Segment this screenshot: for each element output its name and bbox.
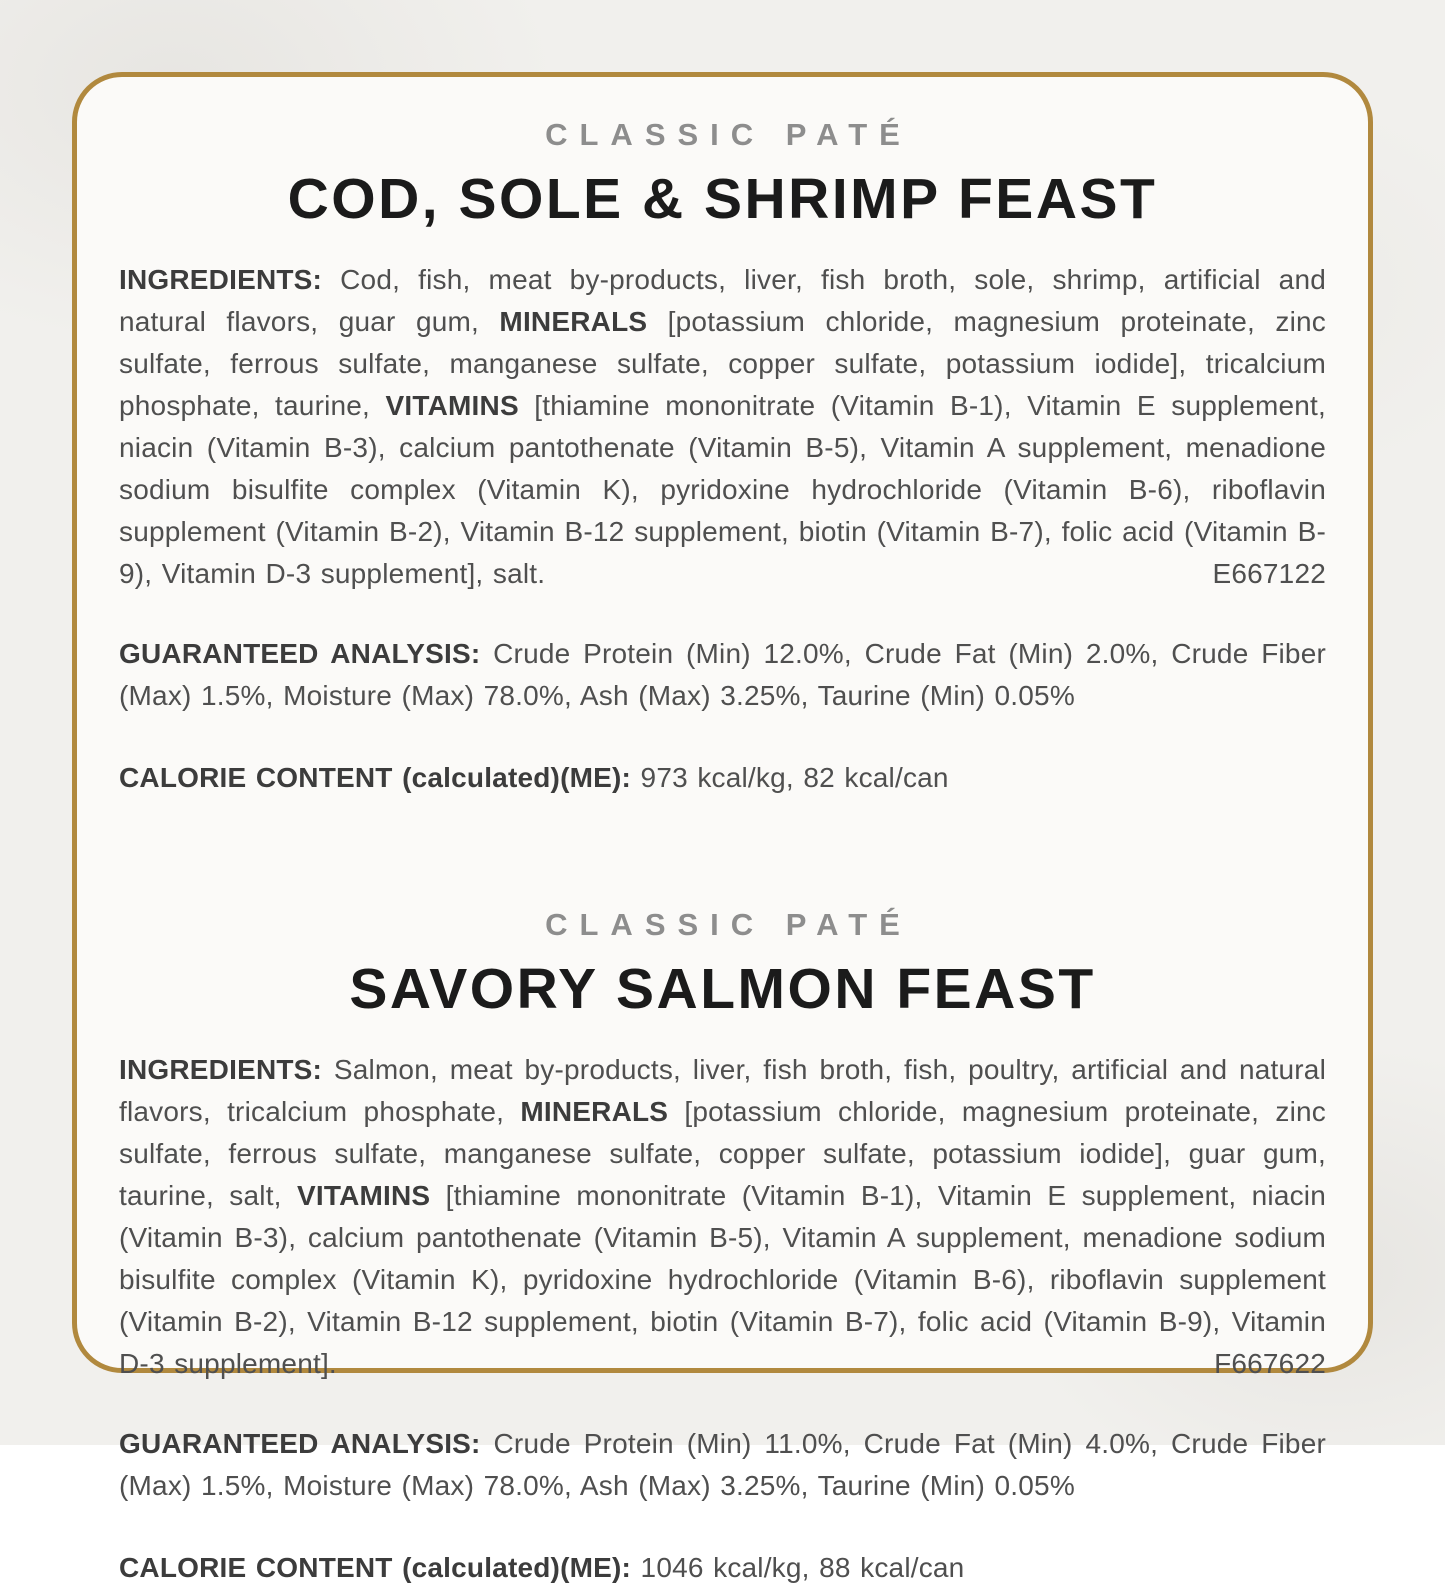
guaranteed-analysis-paragraph: GUARANTEED ANALYSIS: Crude Protein (Min) 12.0%, Crude Fat (Min) 2.0%, Crude Fiber (Max) 1.5%, Moisture (Max) 78.0%, Ash (Max) 3.25%, Taurine (Min) 0.05% — [119, 638, 1326, 711]
guaranteed-analysis-paragraph: GUARANTEED ANALYSIS: Crude Protein (Min) 11.0%, Crude Fat (Min) 4.0%, Crude Fiber (Max) 1.5%, Moisture (Max) 78.0%, Ash (Max) 3.25%, Taurine (Min) 0.05% — [119, 1428, 1326, 1501]
product-code: F667622 — [1214, 1348, 1326, 1379]
product-code: E667122 — [1212, 558, 1326, 589]
calorie-content-paragraph: CALORIE CONTENT (calculated)(ME): 1046 kcal/kg, 88 kcal/can — [119, 1552, 965, 1583]
product-title: COD, SOLE & SHRIMP FEAST — [287, 167, 1158, 231]
product-line-name: CLASSIC PATÉ — [545, 117, 912, 152]
calorie-content-paragraph: CALORIE CONTENT (calculated)(ME): 973 kcal/kg, 82 kcal/can — [119, 762, 949, 793]
product-section-cod-sole-shrimp — [119, 115, 1326, 799]
ingredients-paragraph — [119, 1049, 1326, 1385]
label-panel — [72, 72, 1373, 1583]
product-line-name: CLASSIC PATÉ — [545, 907, 912, 942]
ingredients-paragraph — [119, 259, 1326, 595]
ingredients-text: INGREDIENTS: Salmon, meat by-products, liver, fish broth, fish, poultry, artificial and natural flavors, tricalcium phosphate, MINERALS [potassium chloride, magnesium proteinate, zinc sulfate, ferrous sulfate, manganese sulfate, copper sulfate, potassium iodide], guar gum, taurine, salt, VITAMINS [thiamine mononitrate (Vitamin B-1), Vitamin E supplement, niacin (Vitamin B-3), calcium pantothenate (Vitamin B-5), Vitamin A supplement, menadione sodium bisulfite complex (Vitamin K), pyridoxine hydrochloride (Vitamin B-6), riboflavin supplement (Vitamin B-2), Vitamin B-12 supplement, biotin (Vitamin B-7), folic acid (Vitamin B-9), Vitamin D-3 supplement]. — [119, 1054, 1326, 1379]
product-section-savory-salmon — [119, 905, 1326, 1589]
ingredients-text: INGREDIENTS: Cod, fish, meat by-products, liver, fish broth, sole, shrimp, artificial and natural flavors, guar gum, MINERALS [potassium chloride, magnesium proteinate, zinc sulfate, ferrous sulfate, manganese sulfate, copper sulfate, potassium iodide], tricalcium phosphate, taurine, VITAMINS [thiamine mononitrate (Vitamin B-1), Vitamin E supplement, niacin (Vitamin B-3), calcium pantothenate (Vitamin B-5), Vitamin A supplement, menadione sodium bisulfite complex (Vitamin K), pyridoxine hydrochloride (Vitamin B-6), riboflavin supplement (Vitamin B-2), Vitamin B-12 supplement, biotin (Vitamin B-7), folic acid (Vitamin B-9), Vitamin D-3 supplement], salt. — [119, 264, 1326, 589]
product-title: SAVORY SALMON FEAST — [349, 957, 1096, 1021]
